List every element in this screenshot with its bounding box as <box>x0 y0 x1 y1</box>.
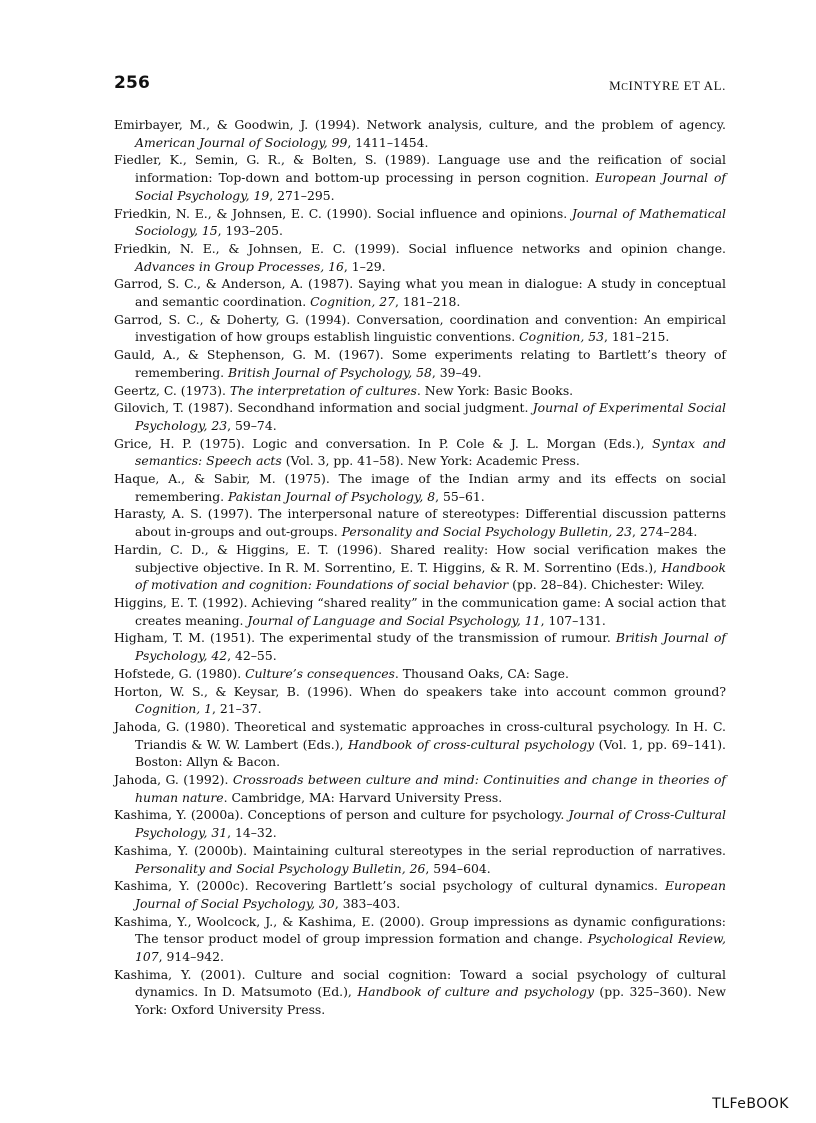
reference-entry <box>114 399 726 434</box>
reference-text: Friedkin, N. E., & Johnsen, E. C. (1999). Social influence networks and opinion change. <box>114 240 726 256</box>
reference-source-italic: European Journal of Social Psychology, 19 <box>135 170 726 203</box>
footer-watermark: TLFeBOOK <box>712 1096 789 1112</box>
reference-text: Jahoda, G. (1980). Theoretical and systematic approaches in cross-cultural psychology. In H. C. Triandis & W. W. Lambert (Eds.), <box>114 718 726 752</box>
reference-text: Hofstede, G. (1980). <box>114 665 246 681</box>
reference-source-italic: Journal of Experimental Social Psychology, 23 <box>135 400 726 433</box>
reference-source-italic: Syntax and semantics: Speech acts <box>135 435 726 469</box>
reference-entry <box>114 718 726 771</box>
reference-text: , 42–55. <box>227 648 277 664</box>
reference-text: Gauld, A., & Stephenson, G. M. (1967). Some experiments relating to Bartlett’s theory of remembering. <box>114 347 726 380</box>
reference-text: Friedkin, N. E., & Johnsen, E. C. (1990). Social influence and opinions. <box>114 205 572 221</box>
reference-entry <box>114 240 726 275</box>
reference-text: . New York: Basic Books. <box>416 382 574 398</box>
running-head-prefix: M <box>609 78 622 93</box>
reference-source-italic: Handbook of culture and psychology <box>357 984 594 1000</box>
reference-text: , 1411–1454. <box>347 134 429 150</box>
reference-entry <box>114 346 726 381</box>
reference-source-italic: Psychological Review, 107 <box>135 931 726 965</box>
reference-source-italic: Crossroads between culture and mind: Continuities and change in theories of human nature <box>135 772 726 805</box>
reference-text: Higgins, E. T. (1992). Achieving “shared reality” in the communication game: A social action that creates meaning. <box>114 594 726 628</box>
reference-text: , 1–29. <box>343 258 386 274</box>
reference-entry <box>114 913 726 966</box>
reference-source-italic: American Journal of Sociology, 99 <box>135 134 348 150</box>
reference-text: Hardin, C. D., & Higgins, E. T. (1996). Shared reality: How social verification makes the subjective objective. In R. M. Sorrentino, E. T. Higgins, & R. M. Sorrentino (Eds.), <box>114 541 726 575</box>
reference-text: (pp. 28–84). Chichester: Wiley. <box>508 577 705 593</box>
reference-entry <box>114 116 726 151</box>
reference-source-italic: British Journal of Psychology, 58 <box>228 364 432 380</box>
reference-entry <box>114 683 726 718</box>
reference-source-italic: Cognition, 53 <box>519 329 605 345</box>
running-head <box>609 78 726 94</box>
reference-list <box>114 116 726 1019</box>
reference-text: , 193–205. <box>217 223 283 239</box>
reference-text: Kashima, Y. (2000b). Maintaining cultural stereotypes in the serial reproduction of narratives. <box>114 842 726 858</box>
reference-text: Kashima, Y. (2000a). Conceptions of person and culture for psychology. <box>114 807 569 823</box>
reference-text: . Thousand Oaks, CA: Sage. <box>394 665 569 681</box>
reference-text: , 383–403. <box>334 895 401 911</box>
reference-text: , 914–942. <box>158 949 224 965</box>
reference-source-italic: Journal of Cross-Cultural Psychology, 31 <box>135 807 726 841</box>
reference-text: . Cambridge, MA: Harvard University Press. <box>223 789 503 805</box>
reference-text: Higham, T. M. (1951). The experimental study of the transmission of rumour. <box>114 630 616 646</box>
reference-source-italic: British Journal of Psychology, 42 <box>135 630 726 664</box>
reference-text: Harasty, A. S. (1997). The interpersonal nature of stereotypes: Differential discussion patterns about in-groups and out-groups. <box>114 506 726 540</box>
reference-entry <box>114 382 726 400</box>
reference-source-italic: Pakistan Journal of Psychology, 8 <box>228 488 436 504</box>
reference-entry <box>114 594 726 629</box>
reference-entry <box>114 311 726 346</box>
reference-text: Fiedler, K., Semin, G. R., & Bolten, S. (1989). Language use and the reification of social information: Top-down and bottom-up processing in person cognition. <box>114 152 726 186</box>
reference-source-italic: Handbook of cross-cultural psychology <box>347 736 595 752</box>
reference-text: Kashima, Y. (2001). Culture and social cognition: Toward a social psychology of cultural dynamics. In D. Matsumoto (Ed.), <box>114 966 726 1000</box>
reference-text: , 39–49. <box>431 364 482 380</box>
reference-text: , 55–61. <box>435 488 485 504</box>
reference-source-italic: The interpretation of cultures <box>229 382 417 398</box>
reference-entry <box>114 151 726 204</box>
reference-entry <box>114 505 726 540</box>
reference-source-italic: Journal of Language and Social Psychology, 11 <box>247 612 541 628</box>
reference-entry <box>114 541 726 594</box>
reference-source-italic: Journal of Mathematical Sociology, 15 <box>135 205 726 239</box>
reference-text: Emirbayer, M., & Goodwin, J. (1994). Network analysis, culture, and the problem of agency. <box>114 117 726 132</box>
page-number: 256 <box>114 73 151 93</box>
reference-entry <box>114 877 726 912</box>
reference-text: Kashima, Y. (2000c). Recovering Bartlett’s social psychology of cultural dynamics. <box>114 878 665 894</box>
reference-text: Gilovich, T. (1987). Secondhand information and social judgment. <box>114 400 533 416</box>
reference-text: , 271–295. <box>269 187 335 203</box>
reference-text: Grice, H. P. (1975). Logic and conversation. In P. Cole & J. L. Morgan (Eds.), <box>114 435 653 451</box>
reference-entry <box>114 771 726 806</box>
reference-entry <box>114 470 726 505</box>
reference-text: Garrod, S. C., & Anderson, A. (1987). Saying what you mean in dialogue: A study in conceptual and semantic coordination. <box>114 276 726 310</box>
reference-text: , 107–131. <box>540 612 606 628</box>
running-head-smallcaps: C <box>621 82 629 93</box>
reference-entry <box>114 629 726 664</box>
reference-text: , 59–74. <box>227 417 277 433</box>
reference-text: Horton, W. S., & Keysar, B. (1996). When do speakers take into account common ground? <box>114 683 726 699</box>
reference-text: , 14–32. <box>227 825 277 841</box>
reference-source-italic: Cognition, 27 <box>310 294 396 310</box>
reference-text: Geertz, C. (1973). <box>114 382 230 398</box>
reference-source-italic: Personality and Social Psychology Bulletin, 23 <box>341 524 633 540</box>
reference-text: , 594–604. <box>425 860 491 876</box>
reference-entry <box>114 275 726 310</box>
reference-source-italic: Handbook of motivation and cognition: Foundations of social behavior <box>135 559 726 593</box>
reference-text: (Vol. 1, pp. 69–141). Boston: Allyn & Bacon. <box>135 736 726 770</box>
reference-text: Garrod, S. C., & Doherty, G. (1994). Conversation, coordination and convention: An empirical investigation of how groups establish linguistic conventions. <box>114 311 726 345</box>
reference-entry <box>114 435 726 470</box>
reference-entry <box>114 966 726 1019</box>
reference-entry <box>114 205 726 240</box>
reference-source-italic: Personality and Social Psychology Bulletin, 26 <box>135 860 426 876</box>
reference-source-italic: Culture’s consequences <box>245 665 395 681</box>
running-head-suffix: INTYRE ET AL. <box>628 78 726 93</box>
reference-text: Jahoda, G. (1992). <box>114 772 233 788</box>
reference-text: Kashima, Y., Woolcock, J., & Kashima, E. (2000). Group impressions as dynamic configurations: The tensor product model of group impression formation and change. <box>114 913 726 947</box>
reference-text: (Vol. 3, pp. 41–58). New York: Academic Press. <box>281 453 580 469</box>
reference-text: , 21–37. <box>211 701 262 717</box>
reference-entry <box>114 806 726 841</box>
reference-entry <box>114 842 726 877</box>
reference-text: (pp. 325–360). New York: Oxford University Press. <box>135 984 726 1018</box>
reference-entry <box>114 665 726 683</box>
reference-text: Haque, A., & Sabir, M. (1975). The image of the Indian army and its effects on social remembering. <box>114 471 726 504</box>
reference-source-italic: European Journal of Social Psychology, 30 <box>135 878 726 911</box>
reference-text: , 181–215. <box>604 329 670 345</box>
reference-source-italic: Cognition, 1 <box>135 701 212 717</box>
reference-text: , 274–284. <box>632 524 698 540</box>
reference-source-italic: Advances in Group Processes, 16 <box>135 258 344 274</box>
reference-text: , 181–218. <box>395 294 461 310</box>
